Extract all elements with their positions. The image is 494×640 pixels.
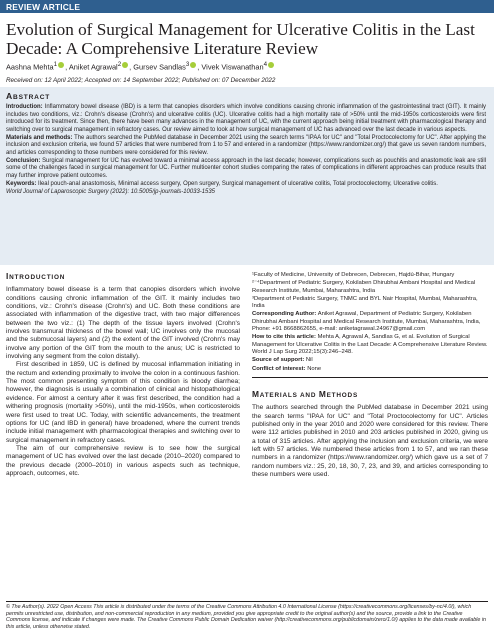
author-name: Vivek Viswanathan (201, 62, 264, 72)
abstract-methods (6, 135, 486, 158)
orcid-icon[interactable] (58, 62, 64, 68)
abstract-heading-initial: A (6, 91, 14, 101)
introduction-paragraph: The aim of our comprehensive review is to see how the surgical management of UC has evolved over the last decade (2010–2020) compared to the previous decade (2000–2010) in various aspects such as technique, approach, outcomes, etc. (6, 444, 240, 477)
left-column (6, 272, 240, 478)
how-to-cite-label: How to cite this article: (252, 334, 316, 341)
how-to-cite (252, 334, 488, 356)
footer-divider (6, 601, 488, 602)
conflict-of-interest-label: Conflict of interest: (252, 365, 306, 372)
how-to-cite-text: Mehta A, Agrawal A, Sandlas G, et al. Evolution of Surgical Management for Ulcerative Colitis in the Last Decade: A Comprehensive Literature Review. World J Lap Surg 2022;15(3):246–248. (252, 334, 488, 355)
publication-dates: Received on: 12 April 2022; Accepted on: 14 September 2022; Published on: 07 December 2022 (6, 77, 276, 84)
license-footer: © The Author(s). 2022 Open Access This article is distributed under the terms of the Creative Commons Attribution 4.0 International License (https://creativecommons.org/licenses/by-nc/4.0/), which permits unrestricted use, distribution, and non-commercial reproduction in any medium, provided you give appropriate credit to the original author(s) and the source, provide a link to the Creative Commons license, and indicate if changes were made. The Creative Commons Public Domain Dedication waiver (http://creativecommons.org/publicdomain/zero/1.0/) applies to the data made available in this article, unless otherwise stated. (6, 604, 486, 630)
abstract-conclusion (6, 158, 486, 181)
corresponding-author-label: Corresponding Author: (252, 311, 317, 318)
methods-heading-initial-2: M (318, 388, 327, 399)
orcid-icon[interactable] (122, 62, 128, 68)
introduction-heading-rest: NTRODUCTION (9, 274, 66, 281)
abstract-methods-text: The authors searched the PubMed database in December 2021 using the search terms "IPAA for UC" and "Total Proctocolectomy for UC". After applying the inclusion and exclusion criteria, we found 57 articles that were numbered from 1 to 57 and entered in a randomizer (https://www.randomizer.org/) that gave us seven random numbers, and articles corresponding to those numbers were considered for this review. (6, 134, 486, 156)
introduction-paragraph: Inflammatory bowel disease is a term that canopies disorders which involve conditions causing chronic inflammation of the GIT. It mainly includes two conditions, viz.: Crohn's disease (Crohn's) and UC. Both these conditions are associated with inflammation of the digestive tract, with two major differences between the two viz.: (1) The depth of the tissue layers involved (Crohn's involves transmural thickness of the bowel wall; UC involves only the mucosal and the submucosal layers) and (2) the extent of the GIT involved (Crohn's may involve any portion of the GIT from the mouth to the anus; UC is restricted to involving any segment from the colon distally). (6, 286, 240, 361)
right-column (252, 272, 488, 479)
introduction-heading-initial: I (6, 271, 10, 281)
abstract-introduction-label: Introduction: (6, 104, 43, 110)
source-of-support-label: Source of support: (252, 357, 305, 364)
abstract-heading (6, 91, 50, 101)
methods-section (252, 390, 488, 479)
conflict-of-interest (252, 366, 488, 373)
abstract-methods-label: Materials and methods: (6, 134, 73, 141)
methods-heading-rest: ATERIALS AND (259, 391, 319, 399)
methods-paragraph: The authors searched through the PubMed database in December 2021 using the search terms "IPAA for UC" and "Total Proctocolectomy for UC". Articles published only in the year 2010 and 2020 were considered for this review. There were 112 articles published in 2010 and 203 articles published in 2020, giving us a total of 315 articles. After applying the inclusion and exclusion criteria, we were left with 57 articles. We numbered these articles from 1 to 57, and we ran these numbers in a randomizer (https://www.randomizer.org/) which gave us a set of 7 random numbers viz.: 25, 20, 18, 30, 7, 23, and 39, and articles corresponding to these numbers were used. (252, 404, 488, 478)
author-affiliation-sup: 3 (185, 61, 190, 68)
abstract-keywords (6, 181, 486, 189)
affiliation: ³Department of Pediatric Surgery, TNMC and BYL Nair Hospital, Mumbai, Maharashtra, India (252, 295, 478, 310)
source-of-support-value: Nil (305, 357, 313, 364)
abstract-conclusion-text: Surgical management for UC has evolved toward a minimal access approach in the last decade; however, complications such as pouchitis and anastomotic leak are still some of the challenges faced in surgical management for UC. Further multicenter cohort studies comparing the rates of complications in different approaches can produce results that may further improve patient outcomes. (6, 157, 486, 179)
conflict-of-interest-value: None (307, 365, 322, 372)
author-name: Gursev Sandlas (133, 62, 186, 72)
introduction-heading (6, 272, 240, 282)
article-title: Evolution of Surgical Management for Ulcerative Colitis in the Last Decade: A Comprehensive Literature Review (6, 20, 475, 58)
abstract-introduction-text: Inflammatory bowel disease (IBD) is a term that canopies disorders which involve conditions causing chronic inflammation of the gastrointestinal tract (GIT). It mainly includes two conditions, viz.: Crohn's disease (Crohn's) and ulcerative colitis (UC). Ulcerative colitis had a high mortality rate of >50% until the mid-1950s corticosteroids were first introduced for its treatment. Since then, there have been many advances in the management of UC, with the current approach being initial treatment with pharmacological therapy and switching over to surgical management in refractory cases. Our review aimed to look at how surgical management of UC has advanced over the last decade in various aspects. (6, 104, 486, 133)
abstract-conclusion-label: Conclusion: (6, 157, 41, 164)
abstract-introduction (6, 104, 486, 134)
orcid-icon[interactable] (268, 62, 274, 68)
methods-heading-rest-2: ETHODS (326, 391, 359, 399)
abstract-keywords-text: Ileal pouch-anal anastomosis, Minimal access surgery, Open surgery, Surgical management of ulcerative colitis, Total proctocolectomy, Ulcerative colitis. (38, 180, 438, 187)
article-type-label: REVIEW ARTICLE (6, 1, 81, 12)
introduction-paragraph: First described in 1859, UC is defined by mucosal inflammation initiating in the rectum and extending proximally to involve the colon in a continuous fashion. The most common presenting symptom of this condition is bloody diarrhea; however, the diagnosis is usually a combination of clinical and histopathological evidence. For almost a century after it was first described, the condition had a withering prognosis (mortality >50%), until the mid-1950s, when corticosteroids were first used to treat UC. Today, with scientific advancements, the treatment options for UC (and IBD in general) have broadened, where the current trends include initial management with pharmacological therapies and switching over to surgical management in refractory cases. (6, 361, 240, 444)
source-of-support (252, 357, 488, 364)
author-name: Aashna Mehta (6, 62, 54, 72)
affiliations-divider (252, 377, 488, 378)
orcid-icon[interactable] (190, 62, 196, 68)
abstract-citation: World Journal of Laparoscopic Surgery (2022): 10.5005/jp-journals-10033-1535 (6, 189, 215, 196)
author-list: Aashna Mehta$^1$ , Aniket Agrawal$^2$ , Gursev Sandlas$^3$ , Vivek Viswanathan$^4$ (6, 60, 486, 71)
abstract-keywords-label: Keywords: (6, 180, 37, 187)
corresponding-author (252, 311, 488, 333)
author-affiliation-sup: 1 (53, 61, 58, 68)
affiliation: ²⁻⁴Department of Pediatric Surgery, Kokilaben Dhirubhai Ambani Hospital and Medical Research Institute, Mumbai, Maharashtra, India (252, 280, 476, 294)
author-affiliation-sup: 4 (263, 61, 268, 68)
affiliations-block (252, 272, 488, 378)
author-name: Aniket Agrawal (68, 62, 118, 72)
author-affiliation-sup: 2 (117, 61, 122, 68)
methods-heading-initial: M (252, 388, 260, 399)
abstract-heading-rest: BSTRACT (13, 94, 51, 101)
affiliation: ¹Faculty of Medicine, University of Debrecen, Debrecen, Hajdú-Bihar, Hungary (252, 272, 455, 278)
methods-heading (252, 390, 488, 400)
abstract-body (6, 104, 486, 197)
corresponding-author-text: Aniket Agrawal, Department of Pediatric Surgery, Kokilaben Dhirubhai Ambani Hospital and Medical Research Institute, Mumbai, Maharashtra, India, Phone: +91 8668862655, e-mail: aniketagrawal.24967@gmail.com (252, 311, 481, 333)
article-type-bar (0, 0, 494, 13)
